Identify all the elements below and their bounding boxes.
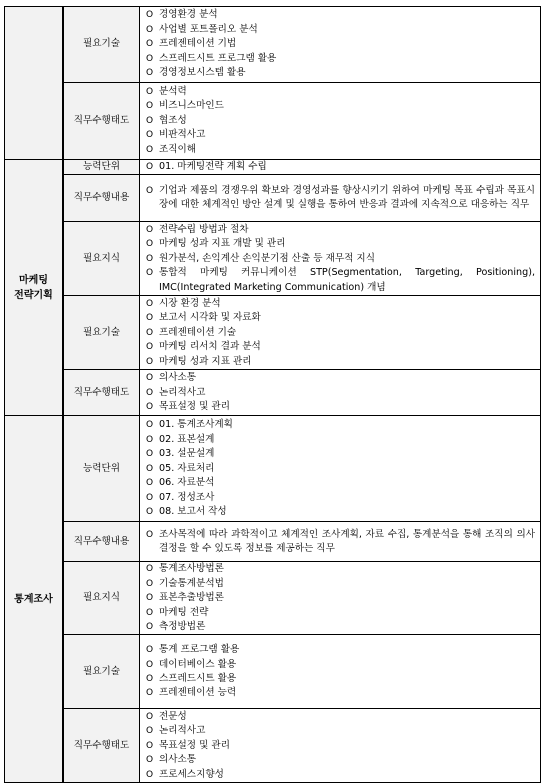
circle-bullet-icon: O: [146, 529, 154, 540]
row-content-cell: [140, 709, 541, 783]
circle-bullet-icon: O: [146, 327, 154, 338]
table-row: [5, 175, 541, 222]
row-label: 직무수행태도: [73, 386, 130, 398]
circle-bullet-icon: O: [146, 53, 154, 64]
list-item-text: 보고서 시각화 및 자료화: [159, 312, 261, 324]
list-item: [146, 8, 535, 22]
circle-bullet-icon: O: [146, 740, 154, 751]
section-title-cell: [5, 160, 64, 416]
list-item: [146, 476, 535, 490]
circle-bullet-icon: O: [146, 578, 154, 589]
circle-bullet-icon: O: [146, 564, 154, 575]
list-item-text: 표본추출방법론: [159, 592, 224, 604]
list-item-text: 논리적사고: [159, 386, 206, 398]
list-item-text: 사업별 포트폴리오 분석: [159, 23, 258, 35]
list-item-text: 기업과 제품의 경쟁우위 확보와 경영성과를 향상시키기 위하여 마케팅 목표 수립과 목표시장에 대한 체계적인 방안 설계 및 실행을 통하여 반응과 결과에 지속적으로 대응하는 직무: [159, 185, 535, 211]
circle-bullet-icon: O: [146, 39, 154, 50]
list-item: [146, 710, 535, 724]
list-item-text: 스프레드시트 프로그램 활용: [159, 52, 277, 64]
list-item-text: 조사목적에 따라 과학적이고 체계적인 조사계획, 자료 수집, 통계분석을 통해 조직의 의사결정을 할 수 있도록 정보를 제공하는 직무: [159, 528, 535, 554]
list-item: [146, 143, 535, 157]
list-item-text: 비즈니스마인드: [159, 100, 224, 112]
list-item-text: 조직이해: [159, 143, 197, 155]
list-item-text: 시장 환경 분석: [159, 297, 221, 309]
list-item-text: 비판적사고: [159, 129, 206, 141]
circle-bullet-icon: O: [146, 186, 154, 196]
list-item: [146, 643, 535, 657]
list-item: [146, 447, 535, 461]
list-item: [146, 99, 535, 113]
section-title-cell: [5, 416, 64, 783]
list-item-text: 마케팅 성과 지표 관리: [159, 355, 252, 367]
circle-bullet-icon: O: [146, 239, 154, 250]
row-label-cell: [63, 562, 140, 635]
row-label: 필요지식: [82, 252, 121, 264]
circle-bullet-icon: O: [146, 726, 154, 737]
job-spec-table: [4, 6, 541, 783]
list-item: [146, 491, 535, 505]
row-content-cell: [140, 7, 541, 83]
list-item-text: 측정방법론: [159, 621, 206, 633]
list-item-text: 마케팅 전략: [159, 606, 209, 618]
list-item: [146, 505, 535, 519]
circle-bullet-icon: O: [146, 268, 154, 279]
list-item: [146, 606, 535, 620]
row-label-cell: [63, 709, 140, 783]
circle-bullet-icon: O: [146, 755, 154, 766]
circle-bullet-icon: O: [146, 645, 154, 656]
row-content-cell: [140, 175, 541, 222]
circle-bullet-icon: O: [146, 478, 154, 489]
row-label-cell: [63, 370, 140, 416]
table-row: [5, 709, 541, 783]
row-label: 직무수행내용: [73, 192, 130, 204]
list-item: [146, 562, 535, 576]
row-label: 필요기술: [82, 38, 121, 50]
circle-bullet-icon: O: [146, 506, 154, 517]
row-content-cell: [140, 370, 541, 416]
list-item-text: 프레젠테이션 기법: [159, 38, 237, 50]
circle-bullet-icon: O: [146, 144, 154, 155]
list-item: [146, 686, 535, 700]
row-label: 필요기술: [82, 665, 121, 677]
list-item-text: 전략수립 방법과 절차: [159, 223, 249, 235]
list-item: [146, 528, 535, 557]
list-item: [146, 237, 535, 251]
list-item: [146, 311, 535, 325]
list-item-text: 경영환경 분석: [159, 9, 218, 21]
list-item: [146, 266, 535, 295]
list-item-text: 프레젠테이션 기술: [159, 326, 237, 338]
circle-bullet-icon: O: [146, 659, 154, 670]
list-item: [146, 620, 535, 634]
circle-bullet-icon: O: [146, 253, 154, 264]
list-item-text: 01. 마케팅전략 계획 수립: [159, 161, 267, 172]
table-row: [5, 635, 541, 709]
row-label: 능력단위: [82, 161, 121, 172]
row-content-cell: [140, 635, 541, 709]
row-content-cell: [140, 562, 541, 635]
row-label-cell: [63, 222, 140, 296]
list-item-text: 의사소통: [159, 372, 197, 384]
list-item-text: 기술통계분석법: [159, 577, 224, 589]
table-row: [5, 7, 541, 83]
list-item-text: 통합적 마케팅 커뮤니케이션 STP(Segmentation, Targeting, Positioning), IMC(Integrated Marketing Communication) 개념: [159, 267, 535, 293]
list-item: [146, 37, 535, 51]
row-label: 능력단위: [82, 462, 121, 474]
circle-bullet-icon: O: [146, 387, 154, 398]
list-item-text: 02. 표본설계: [159, 433, 215, 445]
list-item: [146, 724, 535, 738]
circle-bullet-icon: O: [146, 402, 154, 413]
circle-bullet-icon: O: [146, 342, 154, 353]
job-spec-document: [4, 6, 541, 783]
table-row: [5, 370, 541, 416]
table-row: [5, 222, 541, 296]
list-item: [146, 326, 535, 340]
circle-bullet-icon: O: [146, 24, 154, 35]
list-item: [146, 672, 535, 686]
list-item-text: 목표설정 및 관리: [159, 401, 230, 413]
section-title-line: 마케팅: [19, 274, 48, 286]
circle-bullet-icon: O: [146, 10, 154, 21]
section-title-cell: [5, 7, 64, 160]
list-item-text: 협조성: [159, 114, 187, 126]
section-title-line: 통계조사: [14, 593, 53, 605]
job-spec-table-body: [5, 7, 541, 783]
row-label: 필요기술: [82, 326, 121, 338]
row-label-cell: [63, 296, 140, 370]
list-item-text: 목표설정 및 관리: [159, 739, 230, 751]
list-item: [146, 66, 535, 80]
list-item-text: 01. 통계조사계획: [159, 419, 233, 431]
list-item-text: 마케팅 리서치 결과 분석: [159, 341, 261, 353]
row-label-cell: [63, 522, 140, 562]
list-item-text: 원가분석, 손익계산 손익분기점 산출 등 재무적 지식: [159, 252, 375, 264]
circle-bullet-icon: O: [146, 492, 154, 503]
table-row: [5, 562, 541, 635]
list-item: [146, 128, 535, 142]
list-item-text: 05. 자료처리: [159, 462, 215, 474]
list-item-text: 분석력: [159, 85, 187, 97]
circle-bullet-icon: O: [146, 86, 154, 97]
list-item: [146, 418, 535, 432]
row-label: 필요지식: [82, 592, 121, 604]
list-item: [146, 433, 535, 447]
list-item: [146, 160, 535, 174]
list-item-text: 논리적사고: [159, 725, 206, 737]
circle-bullet-icon: O: [146, 162, 154, 172]
list-item: [146, 400, 535, 414]
list-item: [146, 768, 535, 782]
table-row: [5, 522, 541, 562]
circle-bullet-icon: O: [146, 434, 154, 445]
list-item-text: 프로세스지향성: [159, 768, 224, 780]
row-content-cell: [140, 296, 541, 370]
list-item: [146, 23, 535, 37]
list-item: [146, 297, 535, 311]
circle-bullet-icon: O: [146, 130, 154, 141]
circle-bullet-icon: O: [146, 356, 154, 367]
list-item-text: 06. 자료분석: [159, 477, 215, 489]
row-label: 직무수행내용: [73, 535, 130, 547]
list-item: [146, 85, 535, 99]
list-item-text: 마케팅 성과 지표 개발 및 관리: [159, 238, 286, 250]
table-row: [5, 416, 541, 522]
circle-bullet-icon: O: [146, 298, 154, 309]
list-item-text: 스프레드시트 활용: [159, 672, 237, 684]
circle-bullet-icon: O: [146, 373, 154, 384]
circle-bullet-icon: O: [146, 115, 154, 126]
row-label-cell: [63, 160, 140, 175]
row-content-cell: [140, 416, 541, 522]
row-label-cell: [63, 635, 140, 709]
row-content-cell: [140, 83, 541, 160]
list-item-text: 데이터베이스 활용: [159, 658, 237, 670]
list-item-text: 프레젠테이션 능력: [159, 687, 237, 699]
circle-bullet-icon: O: [146, 313, 154, 324]
circle-bullet-icon: O: [146, 463, 154, 474]
list-item: [146, 52, 535, 66]
row-label-cell: [63, 416, 140, 522]
table-row: [5, 160, 541, 175]
row-content-cell: [140, 222, 541, 296]
list-item: [146, 114, 535, 128]
list-item: [146, 739, 535, 753]
list-item: [146, 386, 535, 400]
list-item: [146, 577, 535, 591]
list-item: [146, 252, 535, 266]
list-item: [146, 753, 535, 767]
list-item: [146, 223, 535, 237]
row-content-cell: [140, 522, 541, 562]
circle-bullet-icon: O: [146, 68, 154, 79]
circle-bullet-icon: O: [146, 673, 154, 684]
row-label-cell: [63, 7, 140, 83]
list-item-text: 통계 프로그램 활용: [159, 644, 240, 656]
circle-bullet-icon: O: [146, 101, 154, 112]
list-item-text: 의사소통: [159, 754, 197, 766]
row-label-cell: [63, 175, 140, 222]
section-title-line: 전략기획: [14, 289, 53, 301]
list-item: [146, 340, 535, 354]
row-label: 직무수행태도: [73, 114, 130, 126]
row-label-cell: [63, 83, 140, 160]
circle-bullet-icon: O: [146, 711, 154, 722]
row-label: 직무수행태도: [73, 739, 130, 751]
circle-bullet-icon: O: [146, 593, 154, 604]
circle-bullet-icon: O: [146, 224, 154, 235]
list-item: [146, 591, 535, 605]
table-row: [5, 83, 541, 160]
list-item-text: 통계조사방법론: [159, 563, 224, 575]
list-item-text: 전문성: [159, 710, 187, 722]
circle-bullet-icon: O: [146, 688, 154, 699]
circle-bullet-icon: O: [146, 607, 154, 618]
list-item-text: 경영정보시스템 활용: [159, 67, 246, 79]
list-item: [146, 658, 535, 672]
circle-bullet-icon: O: [146, 420, 154, 431]
list-item-text: 08. 보고서 작성: [159, 505, 227, 517]
list-item: [146, 371, 535, 385]
list-item-text: 03. 설문설계: [159, 448, 215, 460]
table-row: [5, 296, 541, 370]
circle-bullet-icon: O: [146, 449, 154, 460]
circle-bullet-icon: O: [146, 622, 154, 633]
list-item: [146, 184, 535, 213]
row-content-cell: [140, 160, 541, 175]
list-item: [146, 355, 535, 369]
list-item: [146, 462, 535, 476]
circle-bullet-icon: O: [146, 769, 154, 780]
list-item-text: 07. 정성조사: [159, 491, 215, 503]
